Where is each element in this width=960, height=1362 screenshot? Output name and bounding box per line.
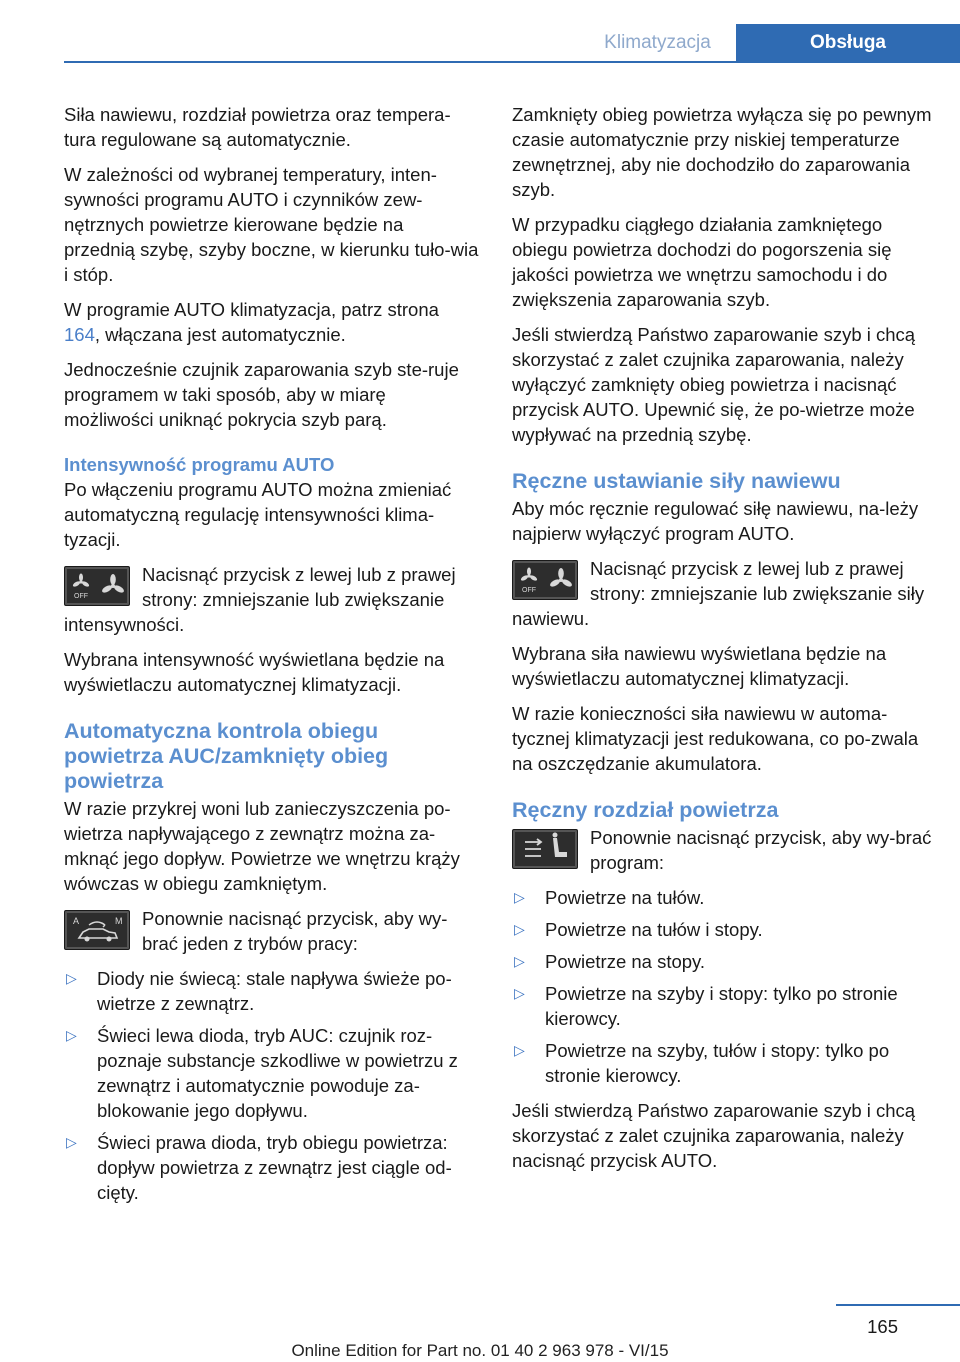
paragraph: Ponownie nacisnąć przycisk, aby wy‐brać jeden z trybów pracy: [142,908,448,954]
edition-footer: Online Edition for Part no. 01 40 2 963 978 - VI/15 [291,1341,669,1360]
section-heading: Automatyczna kontrola obiegu powietrza AUC/zamknięty obieg powietrza [64,719,389,793]
paragraph: Jednocześnie czujnik zaparowania szyb ste‐ruje programem w taki sposób, aby w miarę możliwości uniknąć pokrycia szyb parą. [64,359,459,430]
header-chapter-tab: Obsługa [736,24,960,61]
paragraph: Wybrana intensywność wyświetlana będzie na wyświetlaczu automatycznej klimatyzacji. [64,649,445,695]
paragraph: Nacisnąć przycisk z lewej lub z prawej strony: zmniejszanie lub zwiększanie siły nawiewu. [512,558,925,629]
paragraph [64,297,479,347]
list-item [64,1023,479,1123]
triangle-bullet-icon: ▷ [514,921,525,937]
fan-off-button-icon [64,566,130,606]
header-section-tab: Klimatyzacja [579,24,736,61]
list-text: Powietrze na tułów i stopy. [545,919,763,940]
list-text: Powietrze na tułów. [545,887,705,908]
list-item [512,981,932,1031]
air-distribution-button-icon [512,829,578,869]
icon-instruction [64,906,479,956]
section-heading: Ręczny rozdział powietrza [512,798,779,822]
list-item [512,917,932,942]
text: W programie AUTO klimatyzacja, patrz strona [64,299,439,320]
text: , włączana jest automatycznie. [94,324,346,345]
triangle-bullet-icon: ▷ [514,1042,525,1058]
paragraph: W razie konieczności siła nawiewu w automa‐tycznej klimatyzacji jest redukowana, co po‐zwala na oszczędzanie akumulatora. [512,703,919,774]
triangle-bullet-icon: ▷ [514,889,525,905]
paragraph: Ponownie nacisnąć przycisk, aby wy‐brać program: [590,827,932,873]
paragraph: Jeśli stwierdzą Państwo zaparowanie szyb i chcą skorzystać z zalet czujnika zaparowania, należy wyłączyć zamknięty obieg powietrza i nacisnąć przycisk AUTO. Upewnić się, że po‐wietrze może wypływać na przednią szybę. [512,324,916,445]
car-recirculation-icon [65,911,129,949]
paragraph: Zamknięty obieg powietrza wyłącza się po pewnym czasie automatycznie przy niskiej temperaturze zewnętrznej, aby nie dochodziło do zaparowania szyb. [512,104,932,200]
triangle-bullet-icon: ▷ [514,985,525,1001]
list-item [64,1130,479,1205]
auc-right-label: M [115,916,123,926]
paragraph: W zależności od wybranej temperatury, inten‐sywności programu AUTO i czynników zew‐nętrznych powietrze kierowane będzie na przednią szybę, szyby boczne, w kierunku tuło‐wia i stóp. [64,164,479,285]
icon-instruction [512,825,932,875]
header-rule [64,61,960,63]
fan-off-button-icon [512,560,578,600]
right-column [512,102,932,1183]
auc-left-label: A [73,916,80,926]
auc-recirculation-button-icon [64,910,130,950]
footer-rule [836,1304,960,1306]
program-list [512,885,932,1088]
list-text: Powietrze na szyby, tułów i stopy: tylko po stronie kierowcy. [545,1040,890,1086]
paragraph: Wybrana siła nawiewu wyświetlana będzie na wyświetlaczu automatycznej klimatyzacji. [512,643,887,689]
paragraph: Siła nawiewu, rozdział powietrza oraz tempera‐tura regulowane są automatycznie. [64,104,451,150]
paragraph: W razie przykrej woni lub zanieczyszczenia po‐wietrza napływającego z zewnątrz można za‐mknąć jego dopływ. Powietrze we wnętrzu krąży wówczas w obiegu zamkniętym. [64,798,460,894]
list-item [512,885,932,910]
off-label: OFF [522,587,536,594]
list-item [64,966,479,1016]
list-text: Powietrze na szyby i stopy: tylko po stronie kierowcy. [545,983,898,1029]
mode-list [64,966,479,1205]
seat-airflow-icon [513,830,577,868]
subheading: Intensywność programu AUTO [64,454,335,475]
paragraph: Jeśli stwierdzą Państwo zaparowanie szyb i chcą skorzystać z zalet czujnika zaparowania, należy nacisnąć przycisk AUTO. [512,1100,916,1171]
list-item [512,1038,932,1088]
paragraph: W przypadku ciągłego działania zamkniętego obiegu powietrza dochodzi do pogorszenia się jakości powietrza we wnętrzu samochodu i do zwiększenia zaparowania szyb. [512,214,892,310]
list-text: Świeci prawa dioda, tryb obiegu powietrza: dopływ powietrza z zewnątrz jest ciągle od‐cięty. [97,1132,452,1203]
page-number: 165 [867,1316,898,1337]
list-text: Świeci lewa dioda, tryb AUC: czujnik roz‐poznaje substancje szkodliwe w powietrzu z zewnątrz i automatycznie powoduje za‐blokowanie jego dopływu. [97,1025,458,1121]
fan-icon [65,567,129,605]
left-column [64,102,479,1215]
list-text: Powietrze na stopy. [545,951,706,972]
triangle-bullet-icon: ▷ [66,1027,77,1043]
list-item [512,949,932,974]
triangle-bullet-icon: ▷ [66,970,77,986]
list-text: Diody nie świecą: stale napływa świeże po‐wietrze z zewnątrz. [97,968,452,1014]
paragraph: Po włączeniu programu AUTO można zmieniać automatyczną regulację intensywności klima‐tyzacji. [64,479,452,550]
fan-icon [513,561,577,599]
icon-instruction [64,562,479,637]
section-heading: Ręczne ustawianie siły nawiewu [512,469,841,493]
paragraph: Nacisnąć przycisk z lewej lub z prawej strony: zmniejszanie lub zwiększanie intensywności. [64,564,456,635]
page-link[interactable]: 164 [64,324,95,345]
off-label: OFF [74,593,88,600]
icon-instruction [512,556,932,631]
triangle-bullet-icon: ▷ [514,953,525,969]
triangle-bullet-icon: ▷ [66,1134,77,1150]
paragraph: Aby móc ręcznie regulować siłę nawiewu, na‐leży najpierw wyłączyć program AUTO. [512,498,919,544]
